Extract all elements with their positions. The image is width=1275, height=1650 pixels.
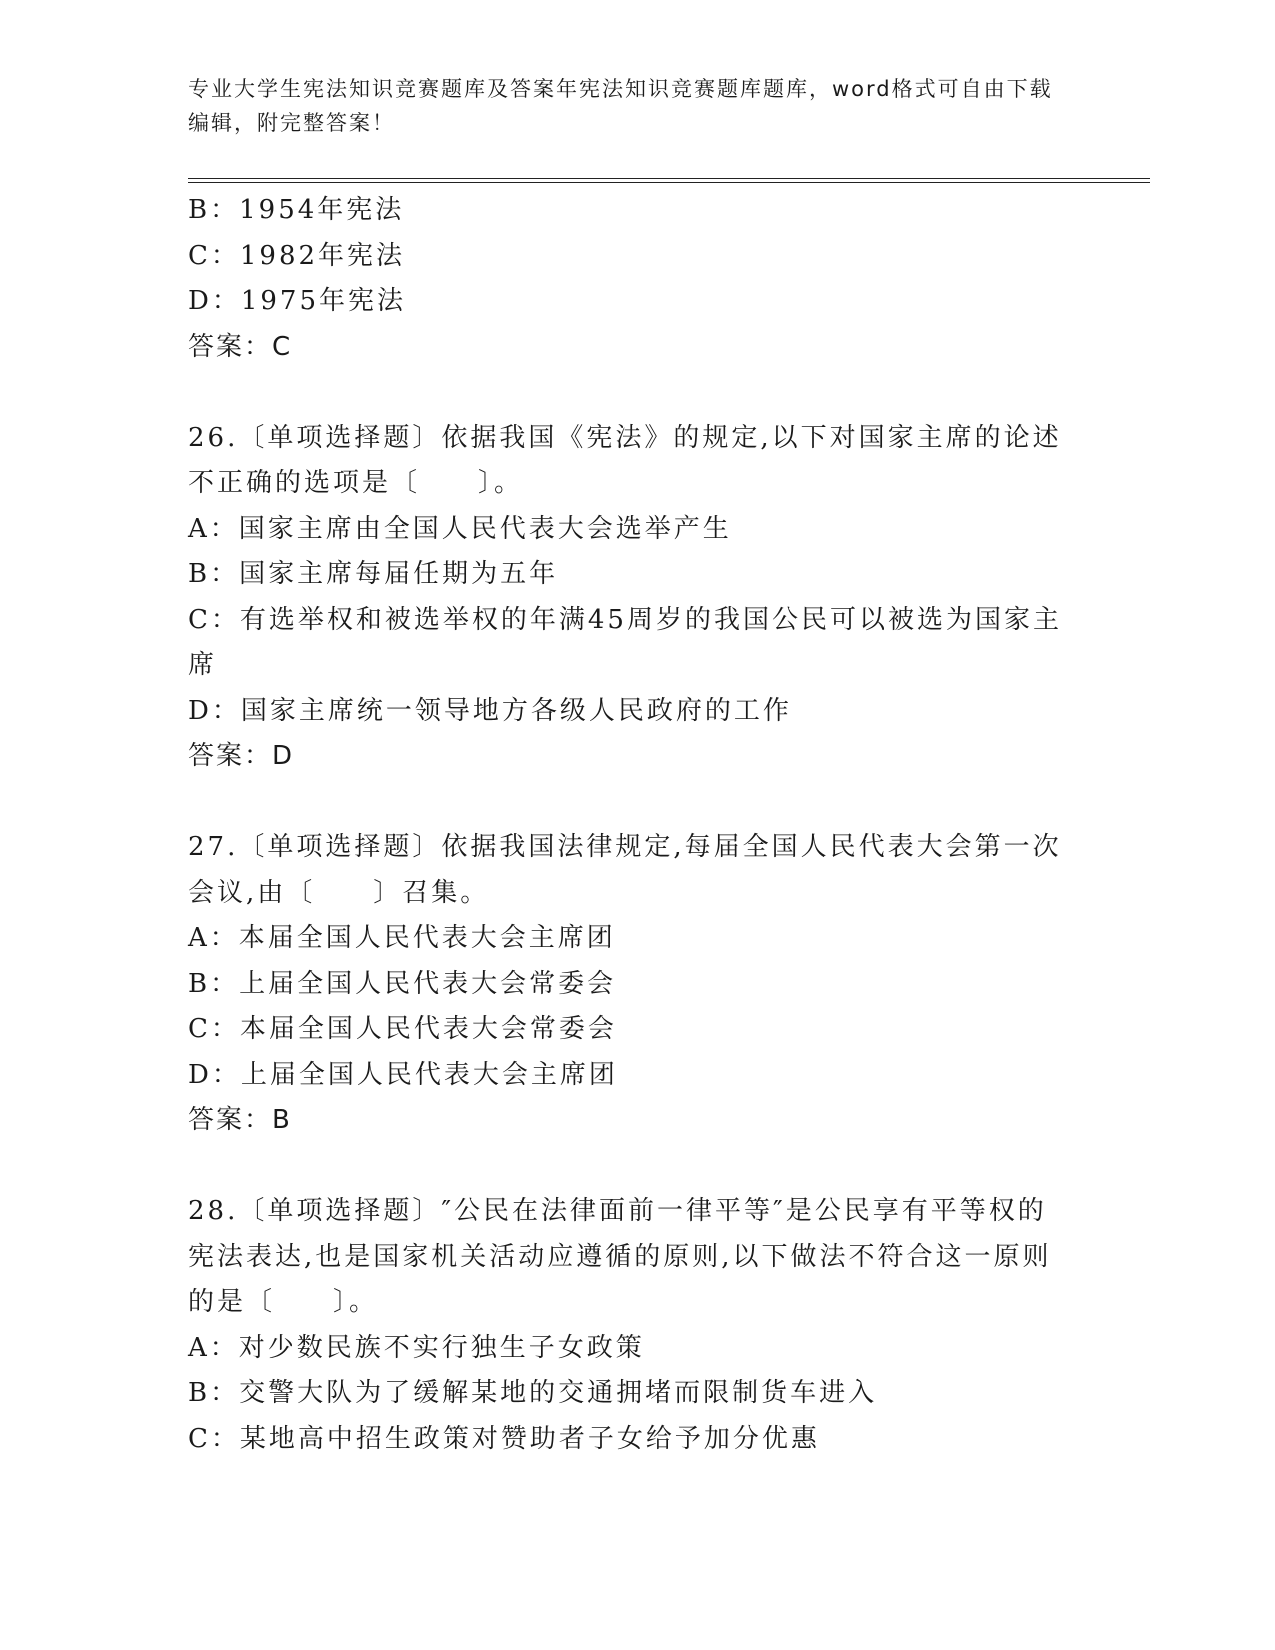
option-d: D：1975年宪法: [188, 286, 407, 316]
option-b: B：1954年宪法: [188, 195, 405, 225]
answer-line: 答案：C: [188, 331, 293, 362]
option-d: D：上届全国人民代表大会主席团: [188, 1059, 618, 1090]
option-c: C：有选举权和被选举权的年满45周岁的我国公民可以被选为国家主席: [188, 604, 1062, 680]
spacer: [188, 1144, 1068, 1190]
question-stem: 28.〔单项选择题〕″公民在法律面前一律平等″是公民享有平等权的宪法表达,也是国家机关活动应遵循的原则,以下做法不符合这一原则的是〔 〕。: [188, 1196, 1052, 1317]
option-b: B：上届全国人民代表大会常委会: [188, 968, 617, 999]
question-block-27: [188, 825, 1068, 1144]
option-d: D：国家主席统一领导地方各级人民政府的工作: [188, 695, 792, 726]
spacer: [188, 370, 1068, 416]
question-stem: 26.〔单项选择题〕依据我国《宪法》的规定,以下对国家主席的论述不正确的选项是〔 〕。: [188, 422, 1062, 498]
question-block-25: [188, 188, 1068, 370]
option-b: B：交警大队为了缓解某地的交通拥堵而限制货车进入: [188, 1378, 878, 1408]
question-block-26: [188, 416, 1068, 780]
answer-line: 答案：D: [188, 741, 295, 771]
question-stem: 27.〔单项选择题〕依据我国法律规定,每届全国人民代表大会第一次会议,由〔 〕召集。: [188, 832, 1062, 908]
header-divider: [188, 178, 1150, 183]
option-c: C：某地高中招生政策对赞助者子女给予加分优惠: [188, 1423, 820, 1454]
answer-line: 答案：B: [188, 1105, 292, 1135]
option-c: C：1982年宪法: [188, 240, 406, 271]
option-a: A：本届全国人民代表大会主席团: [188, 923, 616, 953]
question-block-28: [188, 1189, 1068, 1462]
spacer: [188, 780, 1068, 826]
page-header: 专业大学生宪法知识竞赛题库及答案年宪法知识竞赛题库题库，word格式可自由下载编辑，附完整答案！: [188, 77, 1053, 135]
option-c: C：本届全国人民代表大会常委会: [188, 1014, 617, 1044]
option-a: A：国家主席由全国人民代表大会选举产生: [188, 513, 732, 544]
option-b: B：国家主席每届任期为五年: [188, 559, 559, 589]
document-body: [188, 188, 1068, 1462]
option-a: A：对少数民族不实行独生子女政策: [188, 1332, 645, 1363]
